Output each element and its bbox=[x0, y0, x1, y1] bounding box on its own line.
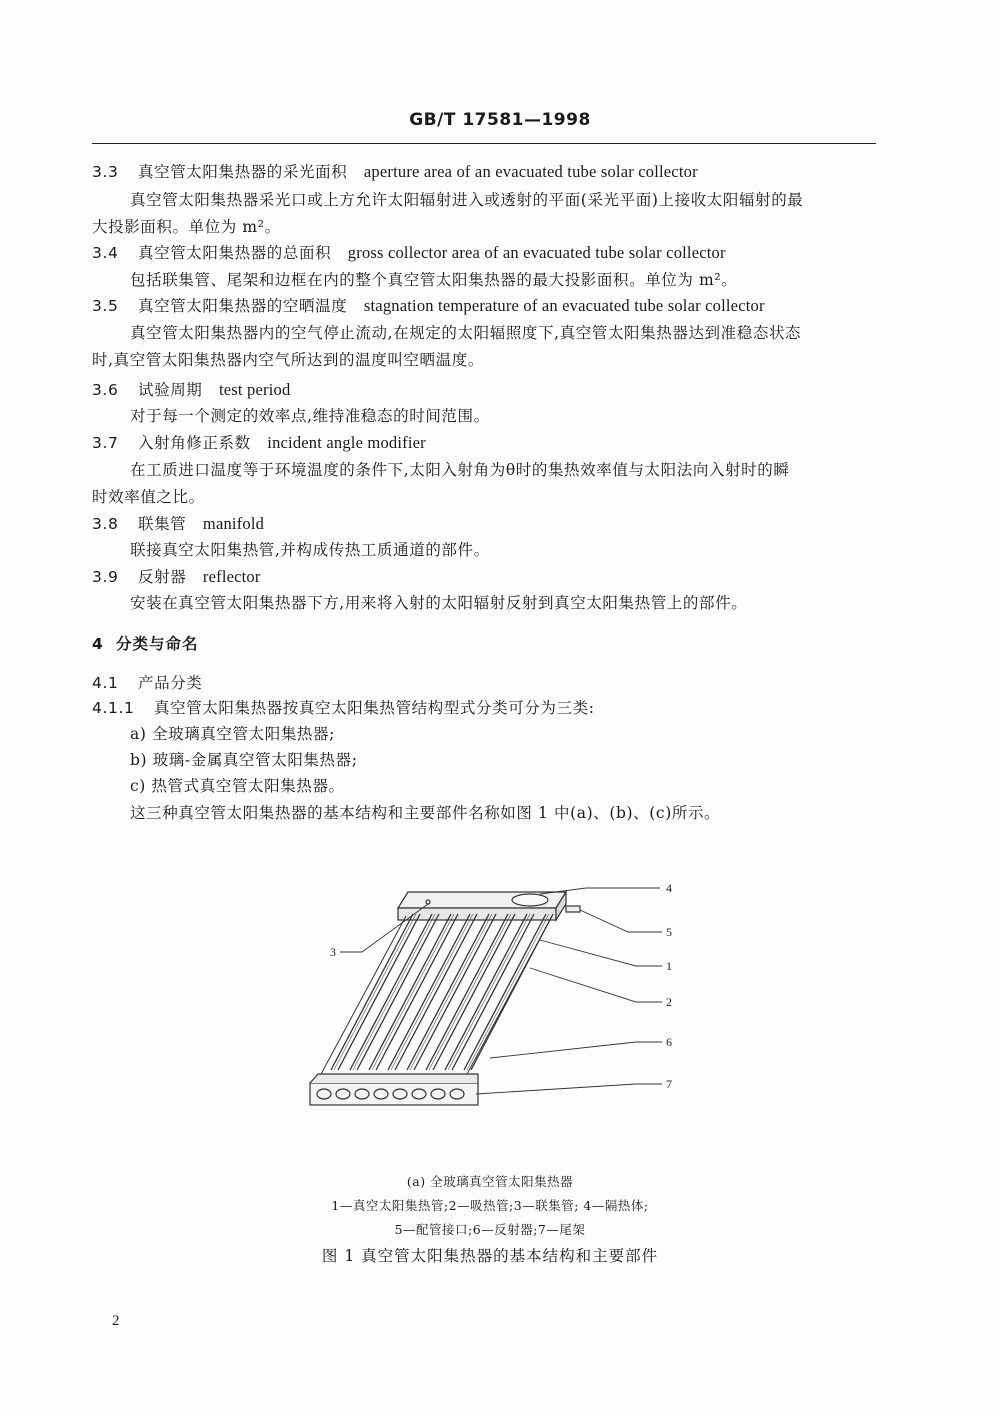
section-3-8-body-line1: 联接真空太阳集热管,并构成传热工质通道的部件。 bbox=[130, 541, 490, 559]
section-3-7-heading bbox=[92, 431, 426, 453]
section-3-7-body-line1: 在工质进口温度等于环境温度的条件下,太阳入射角为θ时的集热效率值与太阳法向入射时的瞬 bbox=[130, 461, 790, 479]
solar-collector-diagram bbox=[290, 870, 710, 1120]
header-rule bbox=[92, 143, 876, 144]
figure-legend-line2: 5—配管接口;6—反射器;7—尾架 bbox=[394, 1222, 586, 1237]
figure-reference-text: 这三种真空管太阳集热器的基本结构和主要部件名称如图 1 中(a)、(b)、(c)所示。 bbox=[130, 804, 721, 822]
term-cn: 反射器 bbox=[138, 568, 187, 586]
term-en: test period bbox=[219, 380, 291, 399]
list-item-b: b) 玻璃-金属真空管太阳集热器; bbox=[130, 751, 358, 769]
section-text: 真空管太阳集热器按真空太阳集热管结构型式分类可分为三类: bbox=[154, 699, 595, 717]
section-3-5-body-line1: 真空管太阳集热器内的空气停止流动,在规定的太阳辐照度下,真空管太阳集热器达到准稳态状态 bbox=[130, 324, 802, 342]
term-en: stagnation temperature of an evacuated tube solar collector bbox=[363, 296, 765, 315]
section-number: 3.9 bbox=[92, 568, 119, 586]
page-number: 2 bbox=[112, 1313, 120, 1329]
section-3-6-body-line1: 对于每一个测定的效率点,维持准稳态的时间范围。 bbox=[130, 407, 490, 425]
list-item-a: a) 全玻璃真空管太阳集热器; bbox=[130, 725, 335, 743]
label-1: 1 bbox=[666, 959, 672, 973]
term-en: reflector bbox=[202, 567, 261, 586]
tail-frame-top bbox=[310, 1074, 478, 1083]
section-3-5-body-line2: 时,真空管太阳集热器内空气所达到的温度叫空晒温度。 bbox=[92, 351, 484, 369]
section-3-4-heading bbox=[92, 241, 726, 263]
label-7: 7 bbox=[666, 1077, 672, 1091]
section-3-3-body-line1: 真空管太阳集热器采光口或上方允许太阳辐射进入或透射的平面(采光平面)上接收太阳辐射的最 bbox=[130, 191, 804, 209]
figure-title: 图 1 真空管太阳集热器的基本结构和主要部件 bbox=[321, 1247, 659, 1265]
section-number: 3.4 bbox=[92, 244, 119, 262]
section-4-1-1-heading bbox=[92, 696, 595, 718]
term-en: aperture area of an evacuated tube solar collector bbox=[363, 162, 698, 181]
section-3-5-heading bbox=[92, 294, 765, 316]
page-header: GB/T 17581—1998 bbox=[409, 110, 591, 130]
list-item-c: c) 热管式真空管太阳集热器。 bbox=[130, 777, 345, 795]
inner-absorber-tubes bbox=[334, 914, 549, 1070]
section-3-7-body-line2: 时效率值之比。 bbox=[92, 488, 205, 506]
insulation-body bbox=[512, 894, 548, 906]
label-2: 2 bbox=[666, 995, 672, 1009]
label-5: 5 bbox=[666, 925, 672, 939]
section-3-3-body-line2: 大投影面积。单位为 m²。 bbox=[92, 218, 281, 236]
term-cn: 真空管太阳集热器的采光面积 bbox=[138, 163, 348, 181]
section-number: 3.3 bbox=[92, 163, 119, 181]
chapter-title: 分类与命名 bbox=[116, 634, 199, 653]
chapter-4-heading bbox=[92, 632, 199, 654]
section-title: 产品分类 bbox=[138, 674, 203, 692]
figure-subcaption: (a) 全玻璃真空管太阳集热器 bbox=[406, 1174, 574, 1189]
term-cn: 真空管太阳集热器的空晒温度 bbox=[138, 297, 348, 315]
label-3: 3 bbox=[330, 945, 336, 959]
section-number: 3.7 bbox=[92, 434, 119, 452]
label-4: 4 bbox=[666, 881, 672, 895]
section-number: 4.1 bbox=[92, 674, 119, 692]
term-en: incident angle modifier bbox=[267, 433, 426, 452]
label-6: 6 bbox=[666, 1035, 672, 1049]
section-3-9-body-line1: 安装在真空管太阳集热器下方,用来将入射的太阳辐射反射到真空太阳集热管上的部件。 bbox=[130, 594, 748, 612]
section-3-4-body-line1: 包括联集管、尾架和边框在内的整个真空管太阳集热器的最大投影面积。单位为 m²。 bbox=[130, 271, 738, 289]
section-3-8-heading bbox=[92, 512, 264, 534]
term-cn: 联集管 bbox=[138, 515, 187, 533]
section-number: 3.8 bbox=[92, 515, 119, 533]
section-number: 4.1.1 bbox=[92, 699, 135, 717]
chapter-number: 4 bbox=[92, 635, 104, 653]
section-number: 3.6 bbox=[92, 381, 119, 399]
term-en: gross collector area of an evacuated tube solar collector bbox=[347, 243, 726, 262]
section-3-3-heading bbox=[92, 160, 698, 182]
term-cn: 入射角修正系数 bbox=[138, 434, 251, 452]
section-3-6-heading bbox=[92, 378, 290, 400]
tail-frame bbox=[310, 1083, 478, 1105]
term-cn: 试验周期 bbox=[138, 381, 203, 399]
section-3-9-heading bbox=[92, 565, 261, 587]
term-en: manifold bbox=[202, 514, 265, 533]
section-4-1-heading bbox=[92, 671, 202, 693]
term-cn: 真空管太阳集热器的总面积 bbox=[138, 244, 332, 262]
pipe-connector bbox=[566, 906, 580, 912]
section-number: 3.5 bbox=[92, 297, 119, 315]
figure-legend-line1: 1—真空太阳集热管;2—吸热管;3—联集管; 4—隔热体; bbox=[331, 1198, 649, 1213]
